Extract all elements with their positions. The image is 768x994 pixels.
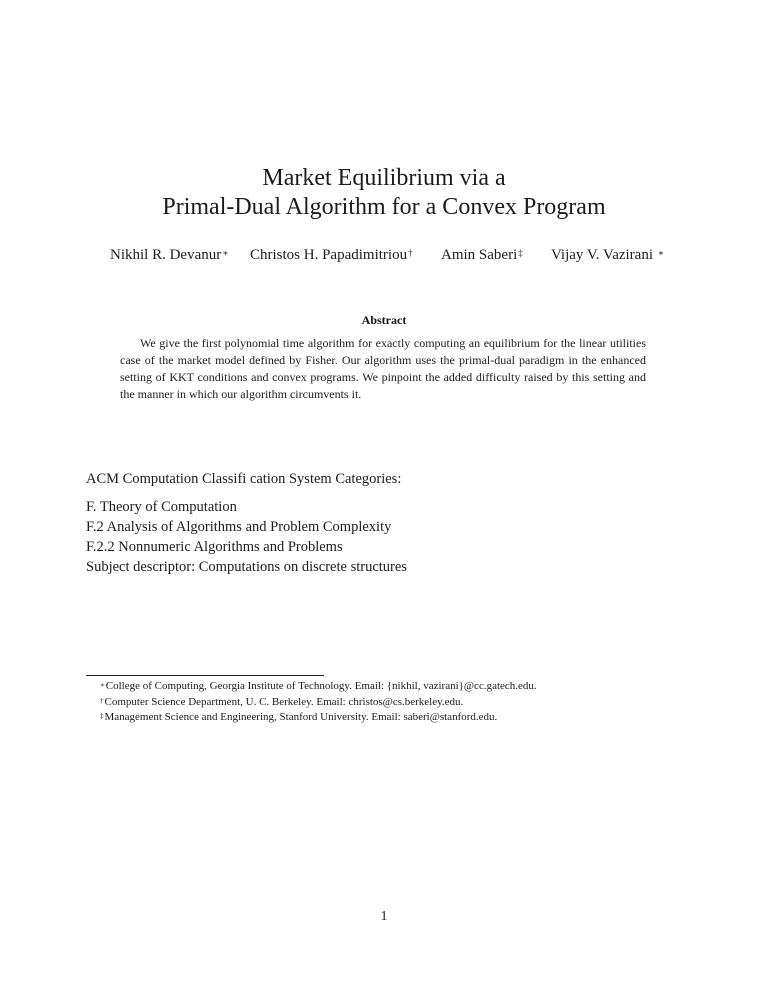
affiliation-mark: † xyxy=(408,248,413,258)
footnote-divider xyxy=(86,675,324,676)
footnote-mark: ‡ xyxy=(100,712,104,720)
footnotes xyxy=(100,679,700,726)
author-name: Vijay V. Vazirani xyxy=(551,247,654,263)
author-name: Christos H. Papadimitriou xyxy=(250,247,408,263)
abstract-text: We give the first polynomial time algorithm for exactly computing an equilibrium for the linear utilities case of the market model defined by Fisher. Our algorithm uses the primal-dual paradigm in the enhanced setting of KKT conditions and convex programs. We pinpoint the added difficulty raised by this setting and the manner in which our algorithm circumvents it. xyxy=(120,336,646,401)
abstract-heading: Abstract xyxy=(361,313,407,327)
author-devanur xyxy=(110,245,228,265)
author-papadimitriou xyxy=(250,245,413,265)
footnote-text: Computer Science Department, U. C. Berkeley. Email: christos@cs.berkeley.edu. xyxy=(104,695,464,708)
footnote-text: Management Science and Engineering, Stanford University. Email: saberi@stanford.edu. xyxy=(104,711,498,723)
title-line-2: Primal-Dual Algorithm for a Convex Program xyxy=(162,194,606,220)
footnote-text: College of Computing, Georgia Institute of Technology. Email: {nikhil, vazirani}@cc.gatech.edu. xyxy=(105,680,537,692)
author-list xyxy=(0,245,768,265)
acm-category: F. Theory of Computation xyxy=(86,499,237,515)
author-saberi xyxy=(441,245,523,265)
author-name: Amin Saberi xyxy=(441,247,518,263)
author-name: Nikhil R. Devanur xyxy=(110,247,222,263)
footnote-georgia-tech xyxy=(100,679,700,695)
acm-heading: ACM Computation Classifi cation System Categories: xyxy=(86,471,402,487)
footnote-berkeley xyxy=(100,695,700,711)
acm-category: F.2 Analysis of Algorithms and Problem Complexity xyxy=(86,519,392,535)
affiliation-mark: ∗ xyxy=(657,248,664,258)
footnote-mark: ∗ xyxy=(100,681,105,689)
paper-title xyxy=(0,164,768,222)
title-line-1: Market Equilibrium via a xyxy=(262,165,506,191)
page-number: 1 xyxy=(380,909,388,924)
affiliation-mark: ‡ xyxy=(518,248,523,258)
author-vazirani xyxy=(551,245,664,265)
footnote-stanford xyxy=(100,710,700,726)
acm-category: F.2.2 Nonnumeric Algorithms and Problems xyxy=(86,539,343,555)
footnote-mark: † xyxy=(100,696,104,705)
affiliation-mark: ∗ xyxy=(222,248,229,258)
acm-subject-descriptor: Subject descriptor: Computations on discrete structures xyxy=(86,559,407,575)
acm-classification xyxy=(86,469,686,577)
